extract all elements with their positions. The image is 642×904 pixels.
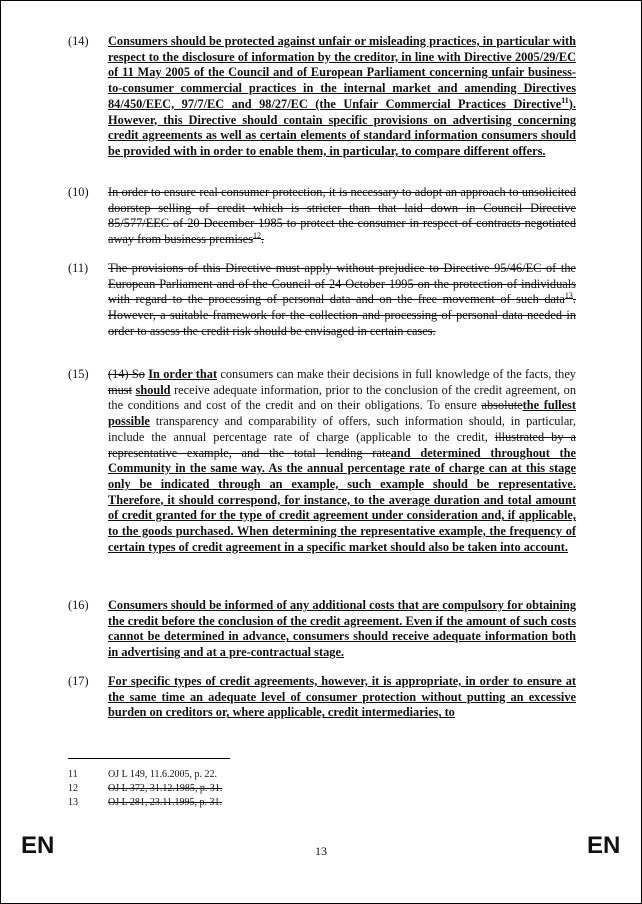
inserted-text: and determined throughout the Community in the same way. As the annual percentage rate of charge can at this stage only be indicated through an example, such example should be representative. Therefore, it should correspond, for instance, to the average duration and total amount of credit granted for the type of credit agreement under consideration and, if applicable, to the goods purchased. When determining the representative example, the frequency of certain types of credit agreement in a specific market should also be taken into account. <box>108 445 576 554</box>
footnote-12-deleted <box>68 783 368 795</box>
plain-text: transparency and comparability of offers, such information should, in particular, include the annual percentage rate of charge (applicable to the credit, <box>108 414 576 444</box>
footnote-ref[interactable]: 13 <box>564 291 573 301</box>
recital-number: (10) <box>68 185 89 199</box>
deleted-text: absolute <box>481 398 523 413</box>
recital-text: Consumers should be informed of any additional costs that are compulsory for obtaining the credit before the conclusion of the credit agreement. Even if the amount of such costs cannot be determined in advance, consumers should receive adequate information both in advertising and at a pre-contractual stage. <box>108 598 576 660</box>
page-number: 13 <box>315 844 327 858</box>
language-code-right: EN <box>587 832 621 859</box>
recital-text <box>108 367 576 555</box>
footnote-text: OJ L 281, 23.11.1995, p. 31. <box>108 797 222 808</box>
recital-17 <box>68 674 576 721</box>
plain-text: receive adequate information, prior to the conclusion of the credit agreement, on the conditions and cost of the credit and on their obligations. To ensure <box>108 382 576 413</box>
footnote-separator <box>68 758 230 759</box>
footnote-text: OJ L 372, 31.12.1985, p. 31. <box>108 783 223 794</box>
deleted-text: (14) So <box>108 367 145 381</box>
recital-number: (11) <box>68 261 89 275</box>
inserted-text: should <box>135 382 171 397</box>
recital-text: For specific types of credit agreements, however, it is appropriate, in order to ensure at the same time an adequate level of consumer protection without putting an excessive burden on creditors or, where applicable, credit intermediaries, to <box>108 674 576 720</box>
deleted-text: must <box>108 382 133 397</box>
recital-text-part: . <box>261 232 265 247</box>
recital-16 <box>68 598 576 661</box>
recital-text-part: ). However, this Directive should contain specific provisions on advertising concerning credit agreements as well as certain elements of standard information consumers should be provided with in order to enable them, in particular, to compare different offers. <box>108 96 576 158</box>
recital-number: (14) <box>68 34 89 48</box>
recital-11-deleted <box>68 261 576 340</box>
deleted-text: illustrated by a representative example, and the total lending rate <box>108 429 576 460</box>
footnote-11 <box>68 769 368 781</box>
inserted-text: the fullest possible <box>108 398 576 429</box>
recital-number: (16) <box>68 598 89 612</box>
recital-text-part: The provisions of this Directive must apply without prejudice to Directive 95/46/EC of the European Parliament and of the Council of 24 October 1995 on the protection of individuals with regard to the processing of personal data and on the free movement of such data <box>108 261 576 307</box>
footnote-number: 13 <box>68 797 78 808</box>
recital-15 <box>68 367 576 555</box>
recital-number: (15) <box>68 367 89 381</box>
footnote-number: 12 <box>68 783 78 794</box>
footnote-ref[interactable]: 12 <box>253 231 262 240</box>
recital-text-part: Consumers should be protected against unfair or misleading practices, in particular with respect to the disclosure of information by the creditor, in line with Directive 2005/29/EC of 11 May 2005 of the Council and of European Parliament concerning unfair business-to-consumer commercial practices in the internal market and amending Directives 84/450/EEC, 97/7/EC and 98/27/EC (the Unfair Commercial Practices Directive <box>108 34 576 111</box>
recital-14 <box>68 34 576 160</box>
footnote-ref[interactable]: 11 <box>561 95 569 105</box>
inserted-text: In order that <box>148 367 218 381</box>
recital-text <box>108 261 576 340</box>
footnote-number: 11 <box>68 769 78 780</box>
plain-text: consumers can make their decisions in full knowledge of the facts, they <box>220 367 576 381</box>
recital-text-part: . However, a suitable framework for the collection and processing of personal data needed in order to assess the credit risk should be envisaged in certain cases. <box>108 292 576 338</box>
recital-text <box>108 185 576 248</box>
language-code-left: EN <box>21 832 55 859</box>
footnote-text: OJ L 149, 11.6.2005, p. 22. <box>108 769 217 780</box>
footnote-13-deleted <box>68 797 368 809</box>
recital-text-part: In order to ensure real consumer protection, it is necessary to adopt an approach to unsolicited doorstep selling of credit which is stricter than that laid down in Council Directive 85/577/EEC of 20 December 1985 to protect the consumer in respect of contracts negotiated away from business premises <box>108 185 576 247</box>
recital-number: (17) <box>68 674 89 688</box>
recital-10-deleted <box>68 185 576 248</box>
recital-text <box>108 34 576 160</box>
